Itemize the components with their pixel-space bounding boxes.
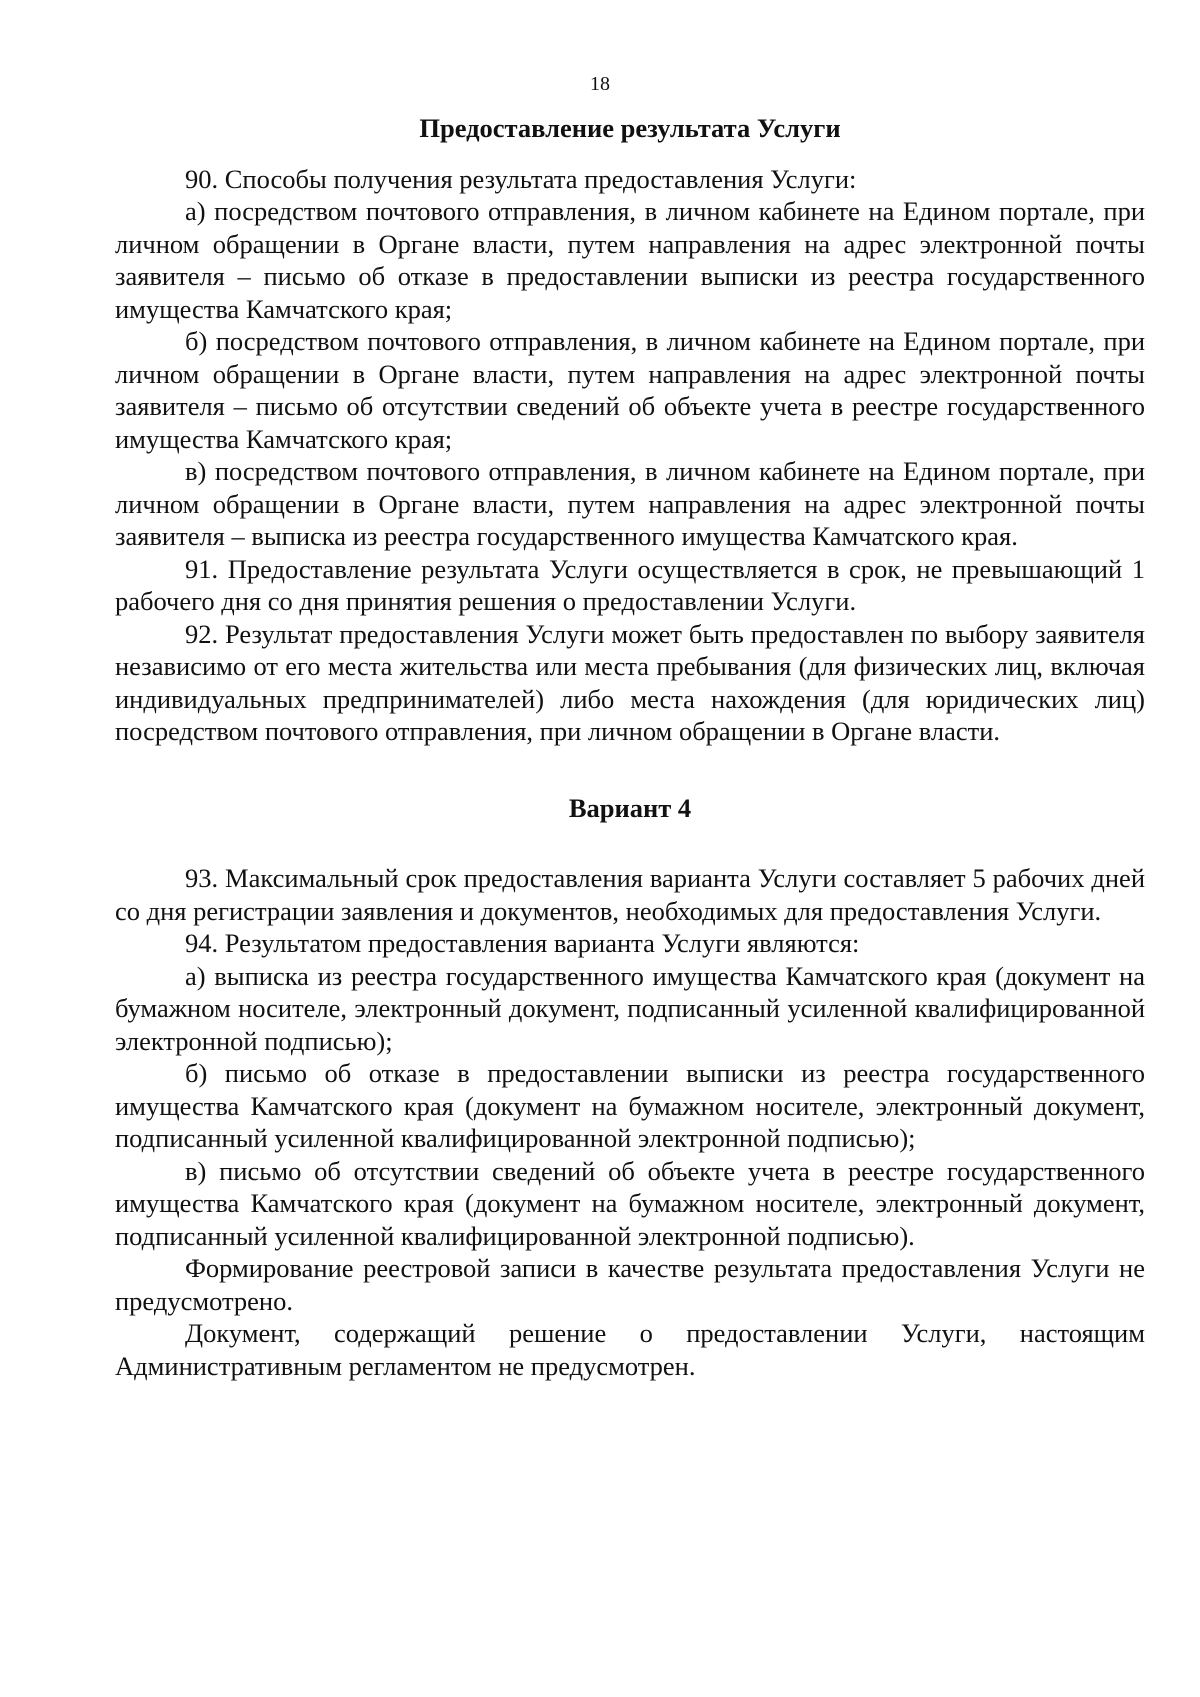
paragraph-decision-note: Документ, содержащий решение о предоставлении Услуги, настоящим Административным регламентом не предусмотрен. [115, 1318, 1145, 1381]
paragraph-94a: а) выписка из реестра государственного имущества Камчатского края (документ на бумажном носителе, электронный документ, подписанный усиленной квалифицированной электронной подписью); [115, 960, 1145, 1056]
document-body [115, 112, 1145, 1382]
paragraph-94: 94. Результатом предоставления варианта Услуги являются: [185, 928, 860, 958]
page-number: 18 [590, 73, 610, 95]
section-title: Вариант 4 [568, 792, 692, 823]
paragraph-90a: а) посредством почтового отправления, в личном кабинете на Едином портале, при личном обращении в Органе власти, путем направления на адрес электронной почты заявителя – письмо об отказе в предоставлении выписки из реестра государственного имущества Камчатского края; [115, 196, 1145, 324]
paragraph-94b: б) письмо об отказе в предоставлении выписки из реестра государственного имущества Камчатского края (документ на бумажном носителе, электронный документ, подписанный усиленной квалифицированной электронной подписью); [115, 1058, 1145, 1153]
paragraph-90: 90. Способы получения результата предоставления Услуги: [185, 163, 857, 194]
section-title: Предоставление результата Услуги [419, 113, 841, 143]
paragraph-registry-note: Формирование реестровой записи в качестве результата предоставления Услуги не предусмотрено. [115, 1253, 1145, 1316]
paragraph-90b: б) посредством почтового отправления, в личном кабинете на Едином портале, при личном обращении в Органе власти, путем направления на адрес электронной почты заявителя – письмо об отсутствии сведений об объекте учета в реестре государственного имущества Камчатского края; [115, 326, 1145, 454]
paragraph-94v: в) письмо об отсутствии сведений об объекте учета в реестре государственного имущества Камчатского края (документ на бумажном носителе, электронный документ, подписанный усиленной квалифицированной электронной подписью). [115, 1155, 1145, 1251]
paragraph-93: 93. Максимальный срок предоставления варианта Услуги составляет 5 рабочих дней со дня регистрации заявления и документов, необходимых для предоставления Услуги. [115, 863, 1145, 926]
paragraph-92: 92. Результат предоставления Услуги может быть предоставлен по выбору заявителя независимо от его места жительства или места пребывания (для физических лиц, включая индивидуальных предпринимателей) либо места нахождения (для юридических лиц) посредством почтового отправления, при личном обращении в Органе власти. [115, 618, 1145, 746]
paragraph-91: 91. Предоставление результата Услуги осуществляется в срок, не превышающий 1 рабочего дня со дня принятия решения о предоставлении Услуги. [115, 553, 1145, 616]
paragraph-90v: в) посредством почтового отправления, в личном кабинете на Едином портале, при личном обращении в Органе власти, путем направления на адрес электронной почты заявителя – выписка из реестра государственного имущества Камчатского края. [115, 456, 1145, 551]
